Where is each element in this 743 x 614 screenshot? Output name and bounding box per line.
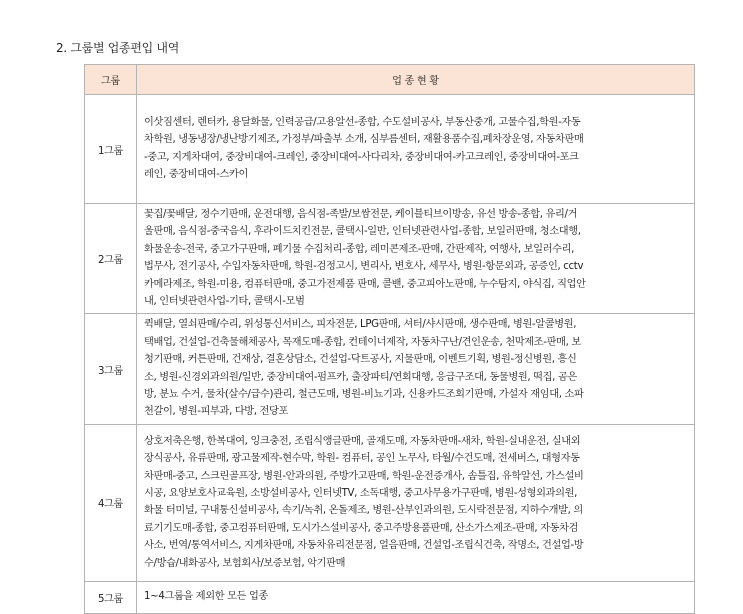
table-row <box>85 204 695 314</box>
industry-line: 레인, 중장비대여-스카이 <box>144 168 249 180</box>
industry-line: 천갈이, 병원-피부과, 다방, 전당포 <box>144 406 289 418</box>
group-label: 3그룹 <box>85 314 137 424</box>
industry-line: 이삿짐센터, 렌터카, 용달화물, 인력공급/고용알선-종합, 수도설비공사, 부동산중개, 고물수집,학원-자동 <box>144 116 581 128</box>
table-row <box>85 95 695 204</box>
industry-line: 사소, 번역/통역서비스, 지게차판매, 자동차유리전문점, 얼음판매, 건설업-조립식건축, 작명소, 건설업-방 <box>144 540 584 552</box>
table-row <box>85 581 695 613</box>
industry-line: 화물운송-전국, 중고가구판매, 폐기물 수집처리-종합, 레미콘제조-판매, 간판제작, 여행사, 보일러수리, <box>144 243 575 255</box>
table-row <box>85 424 695 581</box>
industry-line: 상호저축은행, 한복대여, 잉크충전, 조립식앵글판매, 골재도매, 자동차판매-새차, 학원-실내운전, 실내외 <box>144 435 581 447</box>
table-header-row <box>85 65 695 95</box>
industry-line: 수/방습/내화공사, 보험회사/보증보험, 악기판매 <box>144 557 346 569</box>
industry-line: -중고, 지게차대여, 중장비대여-크레인, 중장비대여-사다리차, 중장비대여-카고크레인, 중장비대여-포크 <box>144 151 579 163</box>
table-row <box>85 314 695 424</box>
industry-line: 꽃집/꽃배달, 정수기판매, 운전대행, 음식점-족발/보쌈전문, 케이블티브이방송, 유선 방송-종합, 유리/거 <box>144 209 578 220</box>
industry-line: 시공, 요양보호사교육원, 소방설비공사, 인터넷TV, 소독대행, 중고사무용가구판매, 병원-성형외과의원, <box>144 487 578 499</box>
industry-list <box>137 314 695 424</box>
industry-line: 소, 병원-신경외과의원/일반, 중장비대여-펌프카, 출장파티/연회대행, 응급구조대, 동물병원, 떡집, 곰은 <box>144 371 577 383</box>
industry-line: 울판매, 음식점-중국음식, 후라이드치킨전문, 콜택시-일반, 인터넷관련사업-종합, 보일러판매, 청소대행, <box>144 226 581 238</box>
group-label: 1그룹 <box>85 95 137 204</box>
industry-line: 차학원, 냉동냉장/냉난방기제조, 가정부/파출부 소개, 심부름센터, 재활용품수집,폐차장운영, 자동차판매 <box>144 134 584 146</box>
industry-line: 택배업, 건설업-건축물해체공사, 목재도매-종합, 컨테이너제작, 자동차구난/견인운송, 천막제조-판매, 보 <box>144 336 581 348</box>
industry-line: 청기판매, 커튼판매, 건재상, 결혼상담소, 건설업-닥트공사, 지물판매, 이벤트기획, 병원-정신병원, 흥신 <box>144 354 577 366</box>
industry-line: 장식공사, 유류판매, 광고물제작-현수막, 학원- 컴퓨터, 공인 노무사, 타월/수건도매, 전세버스, 대형자동 <box>144 453 580 465</box>
group-label: 2그룹 <box>85 204 137 314</box>
industry-line: 법무사, 전기공사, 수입자동차판매, 학원-검정고시, 변리사, 변호사, 세무사, 병원-항문외과, 공증인, cctv <box>144 261 584 273</box>
industry-line: 료기기도매-종합, 중고컴퓨터판매, 도시가스설비공사, 중고주방용품판매, 산소가스제조-판매, 자동차검 <box>144 522 579 534</box>
industry-list <box>137 204 695 314</box>
group-label: 5그룹 <box>85 581 137 613</box>
group-label: 4그룹 <box>85 424 137 581</box>
industry-group-table <box>84 64 695 614</box>
industry-list <box>137 424 695 581</box>
industry-line: 차판매-중고, 스크린골프장, 병원-안과의원, 주방가고판매, 학원-운전증개사, 솜틀집, 유학알선, 가스설비 <box>144 470 584 482</box>
industry-line: 퀵배달, 열쇠판매/수리, 위성통신서비스, 피자전문, LPG판매, 셔터/샤시판매, 생수판매, 병원-알콜병원, <box>144 319 577 331</box>
group-column-header: 그룹 <box>85 65 137 95</box>
industry-line: 내, 인터넷관련사업-기타, 콜택시-모범 <box>144 296 305 308</box>
industry-line: 카메라제조, 학원-미용, 컴퓨터판매, 중고가전제품 판매, 콜밴, 중고피아노판매, 누수탐지, 야식집, 직업안 <box>144 278 586 290</box>
industry-column-header: 업 종 현 황 <box>137 65 695 95</box>
industry-line: 화물 터미널, 구내통신설비공사, 속기/녹취, 온돌제조, 병원-산부인과의원, 도시락전문점, 지하수개발, 의 <box>144 505 583 517</box>
industry-list <box>137 581 695 613</box>
industry-line: 방, 분뇨 수거, 물차(살수/급수)관리, 철근도매, 병원-비뇨기과, 신용카드조회기판매, 가설자 재임대, 소파 <box>144 389 584 401</box>
industry-line: 1~4그룹을 제외한 모든 업종 <box>144 591 269 603</box>
industry-list <box>137 95 695 204</box>
section-title: 2. 그룹별 업종편입 내역 <box>56 41 180 55</box>
